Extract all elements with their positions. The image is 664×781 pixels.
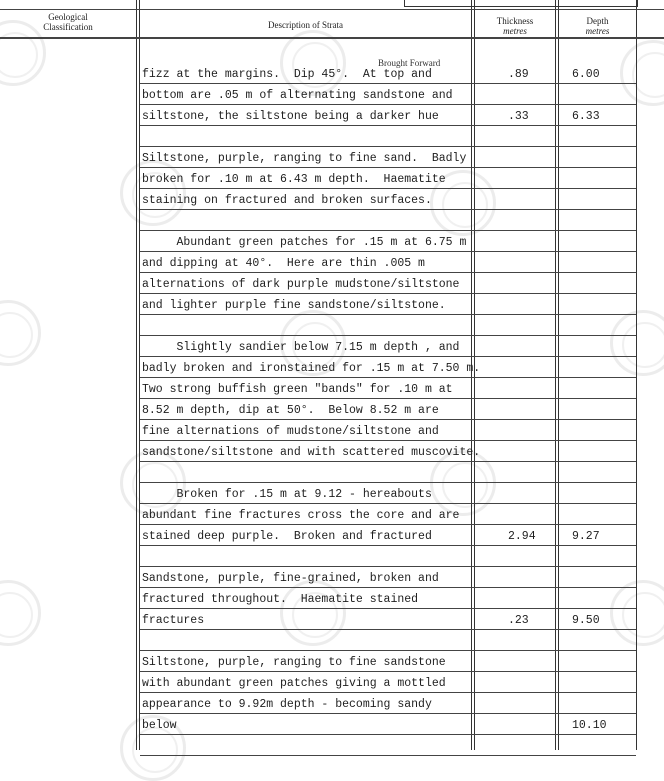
top-margin-box	[404, 0, 638, 7]
row-rule	[140, 335, 636, 336]
strata-description-line: Siltstone, purple, ranging to fine sandstone	[142, 656, 446, 669]
strata-description-line: Siltstone, purple, ranging to fine sand. Badly	[142, 152, 467, 165]
row-rule	[140, 251, 636, 252]
bgs-watermark	[280, 580, 346, 646]
strata-description-line: bottom are .05 m of alternating sandstone and	[142, 89, 453, 102]
strata-description-line: abundant fine fractures cross the core and are	[142, 509, 460, 522]
strata-description-line: fizz at the margins. Dip 45°. At top and	[142, 68, 432, 81]
geological-classification-header: Geological Classification	[43, 12, 93, 32]
strata-description-line: below	[142, 719, 177, 732]
bgs-watermark	[610, 310, 664, 376]
row-rule	[140, 755, 636, 756]
depth-header: Depth metres	[585, 16, 610, 36]
row-rule	[140, 671, 636, 672]
depth-value: 6.00	[572, 68, 600, 81]
row-rule	[140, 650, 636, 651]
brought-forward-label: Brought Forward	[378, 58, 441, 68]
strata-description-line: Broken for .15 m at 9.12 - hereabouts	[142, 488, 432, 501]
strata-description-line: fractures	[142, 614, 205, 627]
thickness-value: .33	[508, 110, 529, 123]
strata-description-line: sandstone/siltstone and with scattered muscovite.	[142, 446, 481, 459]
row-rule	[140, 356, 636, 357]
strata-description-line: siltstone, the siltstone being a darker hue	[142, 110, 439, 123]
column-rule	[555, 0, 556, 750]
strata-description-line: Abundant green patches for .15 m at 6.75 m	[142, 236, 467, 249]
row-rule	[140, 83, 636, 84]
strata-description-line: and dipping at 40°. Here are thin .005 m	[142, 257, 425, 270]
row-rule	[140, 125, 636, 126]
row-rule	[140, 104, 636, 105]
depth-value: 6.33	[572, 110, 600, 123]
bgs-watermark	[0, 580, 41, 646]
row-rule	[140, 461, 636, 462]
row-rule	[140, 188, 636, 189]
strata-description-line: Sandstone, purple, fine-grained, broken and	[142, 572, 439, 585]
strata-description-line: stained deep purple. Broken and fractured	[142, 530, 432, 543]
strata-description-line: 8.52 m depth, dip at 50°. Below 8.52 m are	[142, 404, 439, 417]
strata-description-line: Slightly sandier below 7.15 m depth , and	[142, 341, 460, 354]
strata-description-line: with abundant green patches giving a mottled	[142, 677, 446, 690]
strata-description-line: alternations of dark purple mudstone/siltstone	[142, 278, 460, 291]
row-rule	[140, 293, 636, 294]
depth-value: 9.27	[572, 530, 600, 543]
strata-description-line: appearance to 9.92m depth - becoming sandy	[142, 698, 432, 711]
bgs-watermark	[280, 30, 346, 96]
row-rule	[140, 272, 636, 273]
depth-value: 10.10	[572, 719, 607, 732]
strata-description-line: broken for .10 m at 6.43 m depth. Haematite	[142, 173, 446, 186]
row-rule	[140, 629, 636, 630]
thickness-header: Thickness metres	[496, 16, 534, 36]
row-rule	[140, 524, 636, 525]
thickness-value: .23	[508, 614, 529, 627]
row-rule	[140, 482, 636, 483]
row-rule	[140, 734, 636, 735]
strata-description-line: and lighter purple fine sandstone/siltstone.	[142, 299, 446, 312]
header-bottom-rule	[0, 37, 664, 39]
thickness-value: 2.94	[508, 530, 536, 543]
strata-description-line: fractured throughout. Haematite stained	[142, 593, 419, 606]
bgs-watermark	[0, 300, 41, 366]
strata-description-line: staining on fractured and broken surfaces.	[142, 194, 432, 207]
description-header: Description of Strata	[268, 20, 343, 30]
column-rule	[558, 0, 559, 750]
row-rule	[140, 146, 636, 147]
row-rule	[140, 713, 636, 714]
thickness-value: .89	[508, 68, 529, 81]
bgs-watermark	[120, 160, 186, 226]
strata-description-line: Two strong buffish green "bands" for .10 m at	[142, 383, 453, 396]
row-rule	[140, 398, 636, 399]
column-rule	[136, 0, 137, 750]
bgs-watermark	[620, 40, 664, 106]
row-rule	[140, 608, 636, 609]
row-rule	[140, 587, 636, 588]
row-rule	[140, 503, 636, 504]
row-rule	[140, 545, 636, 546]
column-rule	[139, 0, 140, 750]
strata-description-line: badly broken and ironstained for .15 m at 7.50 m.	[142, 362, 481, 375]
row-rule	[140, 314, 636, 315]
strata-description-line: fine alternations of mudstone/siltstone and	[142, 425, 439, 438]
column-rule	[636, 0, 637, 750]
row-rule	[140, 209, 636, 210]
row-rule	[140, 692, 636, 693]
row-rule	[140, 167, 636, 168]
row-rule	[140, 440, 636, 441]
header-top-rule	[0, 9, 664, 10]
row-rule	[140, 419, 636, 420]
row-rule	[140, 566, 636, 567]
bgs-watermark	[610, 580, 664, 646]
depth-value: 9.50	[572, 614, 600, 627]
row-rule	[140, 377, 636, 378]
row-rule	[140, 230, 636, 231]
